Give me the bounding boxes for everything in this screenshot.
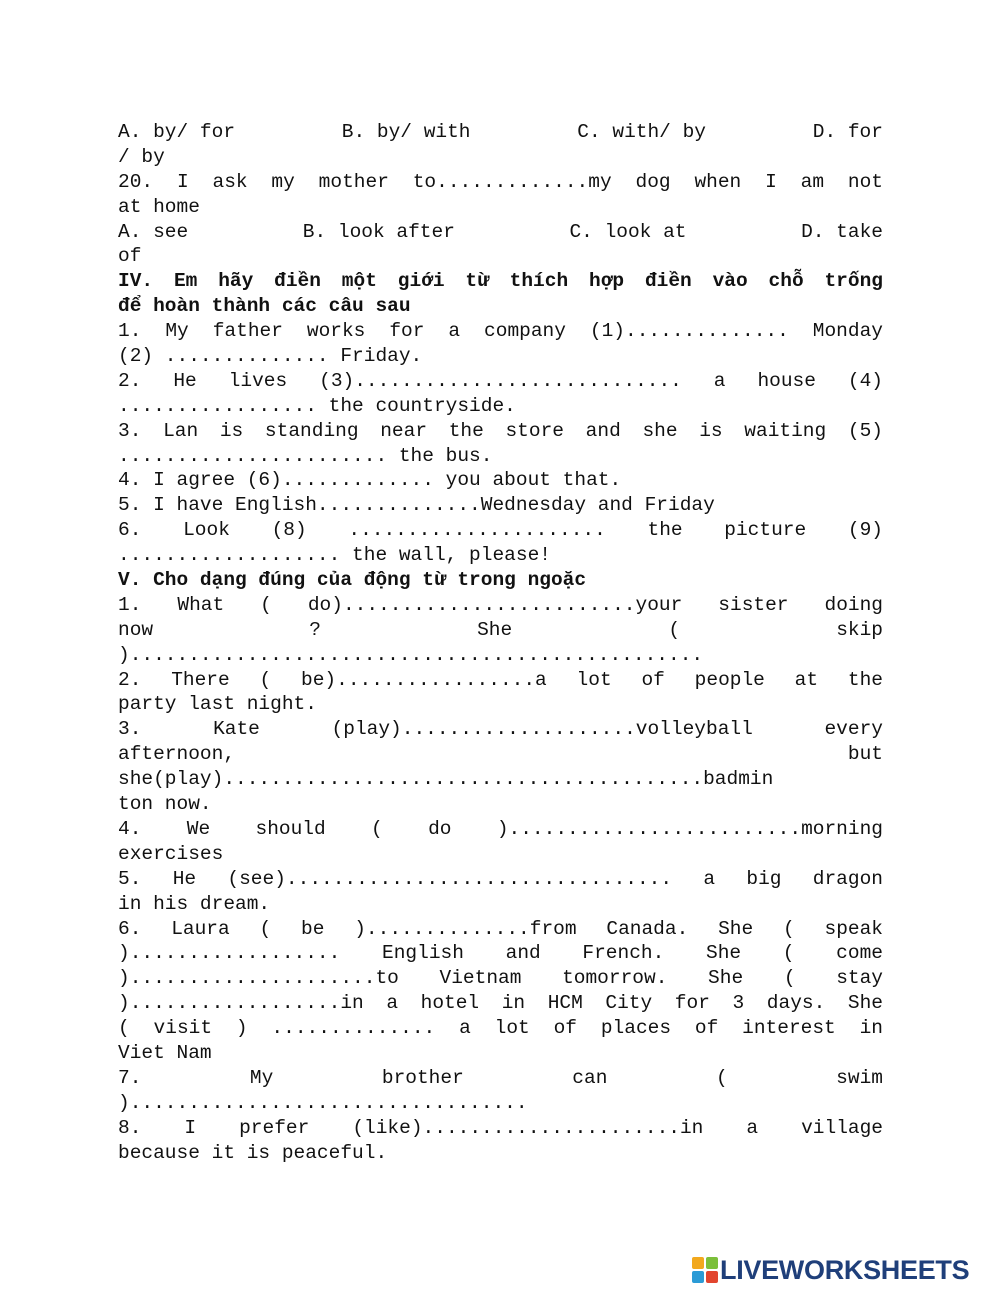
section-4-heading: IV. Em hãy điền một giới từ thích hợp điền vào chỗ trống <box>118 270 883 293</box>
section-4-line: ....................... the bus. <box>118 444 493 467</box>
section-5-line: ).....................to Vietnam tomorrow. She ( stay <box>118 967 883 990</box>
section-5-line: ).................. English and French. She ( come <box>118 942 883 965</box>
section-4-line: 4. I agree (6)............. you about that. <box>118 469 622 492</box>
section-4-line: 5. I have English..............Wednesday and Friday <box>118 494 715 517</box>
q19-options <box>118 120 883 145</box>
q19-option-b: B. by/ with <box>341 121 471 143</box>
q20-line: at home <box>118 195 200 218</box>
section-5-line: 6. Laura ( be )..............from Canada. She ( speak <box>118 917 883 940</box>
q19-option-d: D. for <box>812 121 883 143</box>
q20-options <box>118 220 883 245</box>
q19-option-c: C. with/ by <box>577 121 706 143</box>
section-4-heading-cont: để hoàn thành các câu sau <box>118 295 411 318</box>
q19-option-a: A. by/ for <box>118 121 236 143</box>
q20-option-c: C. look at <box>569 220 687 243</box>
section-5-line: now ? She ( skip <box>118 618 883 641</box>
section-5-line: exercises <box>118 842 224 865</box>
q19-options-wrap: / by <box>118 145 165 168</box>
logo-text: LIVEWORKSHEETS <box>720 1254 970 1285</box>
section-5-line: she(play).........................................badmin <box>118 768 774 791</box>
liveworksheets-mark-icon <box>692 1257 718 1283</box>
section-5-line: afternoon, but <box>118 743 883 766</box>
section-5-line: 7. My brother can ( swim <box>118 1066 883 1089</box>
q20-options-wrap: of <box>118 245 142 268</box>
section-5-line: )................................................. <box>118 643 704 666</box>
section-5-line: )..................in a hotel in HCM City for 3 days. She <box>118 992 883 1015</box>
section-5-line: ).................................. <box>118 1091 528 1114</box>
q20-line: 20. I ask my mother to.............my dog when I am not <box>118 170 883 193</box>
section-5-line: ( visit ) .............. a lot of places of interest in <box>118 1017 883 1040</box>
worksheet-page <box>118 120 883 1165</box>
section-4-line: 3. Lan is standing near the store and she is waiting (5) <box>118 419 883 442</box>
section-5-line: 2. There ( be).................a lot of people at the <box>118 668 883 691</box>
section-4-line: ................. the countryside. <box>118 394 516 417</box>
section-5-line: 8. I prefer (like)......................in a village <box>118 1116 883 1139</box>
q20-option-a: A. see <box>118 220 189 243</box>
section-4-line: 6. Look (8) ...................... the picture (9) <box>118 519 883 542</box>
section-4-line: 1. My father works for a company (1).............. Monday <box>118 320 883 343</box>
q20-option-d: D. take <box>801 220 883 243</box>
section-5-line: in his dream. <box>118 892 271 915</box>
section-5-line: ton now. <box>118 793 212 816</box>
section-5-line: 4. We should ( do ).........................morning <box>118 817 883 840</box>
section-5-heading: V. Cho dạng đúng của động từ trong ngoặc <box>118 569 587 592</box>
section-5-line: 1. What ( do).........................your sister doing <box>118 593 883 616</box>
liveworksheets-logo <box>692 1253 969 1287</box>
section-5-line: party last night. <box>118 693 317 716</box>
section-5-line: because it is peaceful. <box>118 1141 388 1164</box>
section-5-line: 3. Kate (play)....................volleyball every <box>118 718 883 741</box>
q20-option-b: B. look after <box>302 220 455 243</box>
section-4-line: (2) .............. Friday. <box>118 345 423 368</box>
section-5-line: Viet Nam <box>118 1041 212 1064</box>
section-5-line: 5. He (see)................................. a big dragon <box>118 867 883 890</box>
section-4-line: 2. He lives (3)............................ a house (4) <box>118 369 883 392</box>
section-4-line: ................... the wall, please! <box>118 544 551 567</box>
